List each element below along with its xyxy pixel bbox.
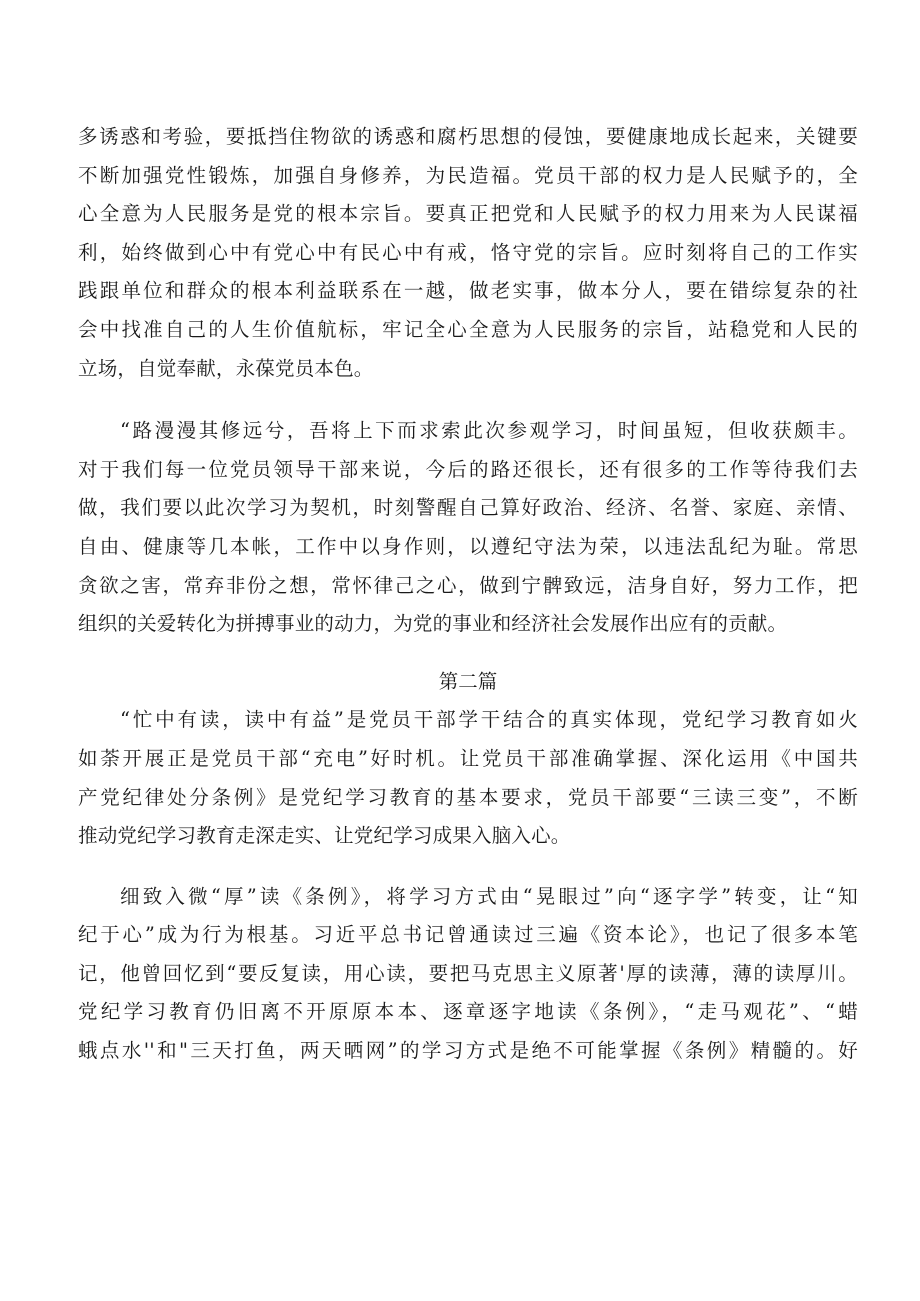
text-line: 组织的关爱转化为拼搏事业的动力，为党的事业和经济社会发展作出应有的贡献。 [78,612,788,636]
text-line: 产党纪律处分条例》是党纪学习教育的基本要求，党员干部要“三读三变”，不断 [78,785,858,809]
text-line: 心全意为人民服务是党的根本宗旨。要真正把党和人民赋予的权力用来为人民谋福 [78,202,858,226]
text-line: 党纪学习教育仍旧离不开原原本本、逐章逐字地读《条例》，“走马观花”、“蜡 [78,1000,858,1024]
paragraph-3 [78,701,858,855]
text-line: 不断加强党性锻炼，加强自身修养，为民造福。党员干部的权力是人民赋予的，全 [78,163,858,187]
text-line: 如荼开展正是党员干部“充电”好时机。让党员干部准确掌握、深化运用《中国共 [78,746,858,770]
text-line: 细致入微“厚”读《条例》，将学习方式由“晃眼过”向“逐字学”转变，让“知 [120,884,858,908]
section-title: 第二篇 [438,669,498,693]
text-line: 推动党纪学习教育走深走实、让党纪学习成果入脑入心。 [78,824,571,848]
text-line: 利，始终做到心中有党心中有民心中有戒，恪守党的宗旨。应时刻将自己的工作实 [78,240,858,264]
paragraph-1 [78,118,858,388]
paragraph-2 [78,412,858,644]
text-line: 对于我们每一位党员领导干部来说，今后的路还很长，还有很多的工作等待我们去 [78,457,858,481]
text-line: 记，他曾回忆到“要反复读，用心读，要把马克思主义原著'厚的读薄，薄的读厚川。 [78,961,858,985]
text-line: “路漫漫其修远兮，吾将上下而求索此次参观学习，时间虽短，但收获颇丰。 [120,419,858,443]
text-line: 立场，自觉奉献，永葆党员本色。 [78,356,374,380]
text-line: 自由、健康等几本帐，工作中以身作则，以遵纪守法为荣，以违法乱纪为耻。常思 [78,534,858,558]
text-line: 贪欲之害，常弃非份之想，常怀律己之心，做到宁髀致远，洁身自好，努力工作，把 [78,573,858,597]
text-line: 多诱惑和考验，要抵挡住物欲的诱惑和腐朽思想的侵蚀，要健康地成长起来，关键要 [78,125,858,148]
text-line: 蛾点水''和"三天打鱼，两天晒网”的学习方式是绝不可能掌握《条例》精髓的。好 [78,1039,858,1063]
document-page [78,118,858,1071]
text-line: “忙中有读，读中有益”是党员干部学干结合的真实体现，党纪学习教育如火 [120,708,858,732]
text-line: 践跟单位和群众的根本利益联系在一越，做老实事，做本分人，要在错综复杂的社 [78,279,858,303]
text-line: 纪于心”成为行为根基。习近平总书记曾通读过三遍《资本论》，也记了很多本笔 [78,923,858,947]
text-line: 会中找准自己的人生价值航标，牢记全心全意为人民服务的宗旨，站稳党和人民的 [78,317,858,341]
text-line: 做，我们要以此次学习为契机，时刻警醒自己算好政治、经济、名誉、家庭、亲情、 [78,496,858,520]
paragraph-4 [78,878,858,1071]
